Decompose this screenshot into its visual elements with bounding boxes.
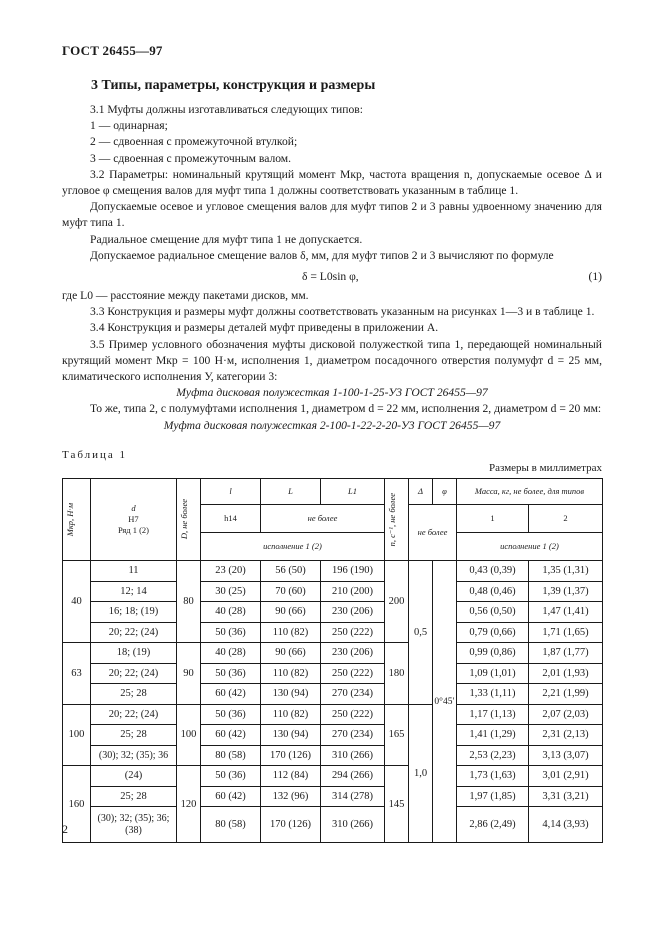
cell-L: 130 (94) xyxy=(261,684,321,705)
paragraph: 3.2 Параметры: номинальный крутящий момент Mкр, частота вращения n, допускаемые осевое Δ и угловое φ смещения валов для муфт типа 1 должны соответствовать указанным в таблице 1. xyxy=(62,167,602,198)
cell-l: 80 (58) xyxy=(201,807,261,843)
cell-L: 110 (82) xyxy=(261,622,321,643)
table-caption: Таблица 1 xyxy=(62,449,128,461)
page-number: 2 xyxy=(62,822,68,836)
cell-L: 110 (82) xyxy=(261,663,321,684)
cell-n: 165 xyxy=(385,704,409,766)
table-row xyxy=(63,704,603,725)
table-row xyxy=(63,807,603,843)
cell-mass-2: 1,35 (1,31) xyxy=(529,561,603,582)
table-row xyxy=(63,725,603,746)
table-row xyxy=(63,581,603,602)
paragraph: Радиальное смещение для муфт типа 1 не допускается. xyxy=(90,232,363,246)
cell-mass-2: 3,31 (3,21) xyxy=(529,786,603,807)
cell-mass-2: 2,21 (1,99) xyxy=(529,684,603,705)
cell-mass-2: 1,47 (1,41) xyxy=(529,602,603,623)
table-row xyxy=(63,663,603,684)
cell-d: 25; 28 xyxy=(91,786,177,807)
cell-d: (30); 32; (35); 36 xyxy=(91,745,177,766)
designation-example: Муфта дисковая полужесткая 2-100-1-22-2-20-У3 ГОСТ 26455—97 xyxy=(163,418,501,432)
paragraph: Допускаемое радиальное смещение валов δ, мм, для муфт типов 2 и 3 вычисляют по формуле xyxy=(90,248,554,262)
cell-L: 132 (96) xyxy=(261,786,321,807)
header-type-1: 1 xyxy=(457,505,529,533)
cell-mass-2: 2,01 (1,93) xyxy=(529,663,603,684)
header-mkr: Mкр, Н·м xyxy=(63,479,91,561)
cell-mass-1: 0,43 (0,39) xyxy=(457,561,529,582)
cell-L: 56 (50) xyxy=(261,561,321,582)
cell-l: 40 (28) xyxy=(201,643,261,664)
paragraph: 2 — сдвоенная с промежуточной втулкой; xyxy=(90,135,298,149)
cell-L: 170 (126) xyxy=(261,807,321,843)
cell-L: 70 (60) xyxy=(261,581,321,602)
cell-delta: 0,5 xyxy=(409,561,433,705)
table-row xyxy=(63,602,603,623)
cell-L1: 270 (234) xyxy=(321,725,385,746)
cell-phi: 0°45′ xyxy=(433,561,457,843)
header-L1: L1 xyxy=(321,479,385,505)
header-ispolnenie-2: исполнение 1 (2) xyxy=(457,533,603,561)
cell-delta: 1,0 xyxy=(409,704,433,843)
paragraph: 3.1 Муфты должны изготавливаться следующих типов: xyxy=(90,103,363,116)
table-units: Размеры в миллиметрах xyxy=(489,462,602,474)
cell-d: 11 xyxy=(91,561,177,582)
cell-mass-2: 2,07 (2,03) xyxy=(529,704,603,725)
table-row xyxy=(63,684,603,705)
cell-L1: 250 (222) xyxy=(321,622,385,643)
cell-mass-1: 1,33 (1,11) xyxy=(457,684,529,705)
cell-mass-1: 0,79 (0,66) xyxy=(457,622,529,643)
paragraph: 3.4 Конструкция и размеры деталей муфт приведены в приложении А. xyxy=(90,321,439,335)
header-mass: Масса, кг, не более, для типов xyxy=(457,479,603,505)
cell-L1: 230 (206) xyxy=(321,602,385,623)
section-title: 3 Типы, параметры, конструкция и размеры xyxy=(91,78,376,93)
cell-mass-1: 1,17 (1,13) xyxy=(457,704,529,725)
paragraph: 3.5 Пример условного обозначения муфты дисковой полужесткой типа 1, передающей номинальный крутящий момент Mкр = 100 Н·м, исполнения 1, диаметром посадочного отверстия полумуфт d = 25 мм, климатического исполнения У, категории 3: xyxy=(62,337,602,384)
paragraph: 3 — сдвоенная с промежуточным валом. xyxy=(90,151,292,165)
cell-mass-2: 4,14 (3,93) xyxy=(529,807,603,843)
header-type-2: 2 xyxy=(529,505,603,533)
cell-mass-1: 0,99 (0,86) xyxy=(457,643,529,664)
cell-mass-1: 1,41 (1,29) xyxy=(457,725,529,746)
cell-L1: 294 (266) xyxy=(321,766,385,787)
cell-n: 180 xyxy=(385,643,409,705)
document-header: ГОСТ 26455—97 xyxy=(62,43,163,58)
cell-mass-1: 0,48 (0,46) xyxy=(457,581,529,602)
cell-l: 60 (42) xyxy=(201,725,261,746)
cell-mkr: 160 xyxy=(63,766,91,843)
cell-mass-1: 2,53 (2,23) xyxy=(457,745,529,766)
cell-L: 90 (66) xyxy=(261,602,321,623)
cell-d: 12; 14 xyxy=(91,581,177,602)
cell-d: 20; 22; (24) xyxy=(91,704,177,725)
cell-l: 50 (36) xyxy=(201,663,261,684)
paragraph: Допускаемые осевое и угловое смещения валов для муфт типов 2 и 3 равны удвоенному значению для муфт типа 1. xyxy=(62,200,602,230)
header-l-tol: h14 xyxy=(201,505,261,533)
cell-L: 110 (82) xyxy=(261,704,321,725)
cell-mkr: 63 xyxy=(63,643,91,705)
header-phi: φ xyxy=(433,479,457,505)
cell-L1: 230 (206) xyxy=(321,643,385,664)
body-text xyxy=(62,102,602,434)
formula: δ = L0sin φ, xyxy=(302,270,359,284)
header-ne-bolee: не более xyxy=(261,505,385,533)
cell-mkr: 100 xyxy=(63,704,91,766)
cell-mass-1: 1,09 (1,01) xyxy=(457,663,529,684)
cell-d: 20; 22; (24) xyxy=(91,622,177,643)
cell-mass-2: 1,87 (1,77) xyxy=(529,643,603,664)
cell-d: 16; 18; (19) xyxy=(91,602,177,623)
cell-L1: 250 (222) xyxy=(321,704,385,725)
cell-l: 23 (20) xyxy=(201,561,261,582)
cell-D: 120 xyxy=(177,766,201,843)
cell-L1: 314 (278) xyxy=(321,786,385,807)
cell-d: 25; 28 xyxy=(91,684,177,705)
cell-d: 18; (19) xyxy=(91,643,177,664)
cell-l: 50 (36) xyxy=(201,704,261,725)
formula-line xyxy=(62,266,602,288)
header-ispolnenie: исполнение 1 (2) xyxy=(201,533,385,561)
cell-d: (30); 32; (35); 36; (38) xyxy=(91,807,177,843)
cell-l: 50 (36) xyxy=(201,766,261,787)
cell-L1: 310 (266) xyxy=(321,745,385,766)
paragraph: То же, типа 2, с полумуфтами исполнения 1, диаметром d = 22 мм, исполнения 2, диаметром d = 20 мм: xyxy=(90,402,602,416)
cell-L: 170 (126) xyxy=(261,745,321,766)
cell-l: 60 (42) xyxy=(201,684,261,705)
header-delta: Δ xyxy=(409,479,433,505)
header-ne-bolee-2: не более xyxy=(409,505,457,561)
cell-l: 40 (28) xyxy=(201,602,261,623)
cell-mass-2: 3,01 (2,91) xyxy=(529,766,603,787)
paragraph: 3.3 Конструкция и размеры муфт должны соответствовать указанным на рисунках 1—3 и в таблице 1. xyxy=(90,305,595,319)
cell-L1: 270 (234) xyxy=(321,684,385,705)
cell-L1: 250 (222) xyxy=(321,663,385,684)
cell-mass-2: 1,71 (1,65) xyxy=(529,622,603,643)
cell-L: 112 (84) xyxy=(261,766,321,787)
header-d: d H7 Ряд 1 (2) xyxy=(91,479,177,561)
cell-L: 130 (94) xyxy=(261,725,321,746)
cell-mkr: 40 xyxy=(63,561,91,643)
cell-mass-1: 0,56 (0,50) xyxy=(457,602,529,623)
designation-example: Муфта дисковая полужесткая 1-100-1-25-У3 ГОСТ 26455—97 xyxy=(176,386,488,400)
cell-L: 90 (66) xyxy=(261,643,321,664)
cell-l: 30 (25) xyxy=(201,581,261,602)
cell-d: 20; 22; (24) xyxy=(91,663,177,684)
cell-l: 50 (36) xyxy=(201,622,261,643)
cell-d: 25; 28 xyxy=(91,725,177,746)
paragraph: где L0 — расстояние между пакетами дисков, мм. xyxy=(62,289,309,303)
header-D: D, не более xyxy=(177,479,201,561)
cell-n: 145 xyxy=(385,766,409,843)
cell-n: 200 xyxy=(385,561,409,643)
cell-mass-2: 2,31 (2,13) xyxy=(529,725,603,746)
cell-D: 90 xyxy=(177,643,201,705)
parameters-table xyxy=(62,478,603,843)
cell-L1: 210 (200) xyxy=(321,581,385,602)
paragraph: 1 — одинарная; xyxy=(90,119,168,133)
table-row xyxy=(63,786,603,807)
cell-d: (24) xyxy=(91,766,177,787)
cell-l: 80 (58) xyxy=(201,745,261,766)
formula-number: (1) xyxy=(588,270,602,284)
cell-L1: 310 (266) xyxy=(321,807,385,843)
cell-L1: 196 (190) xyxy=(321,561,385,582)
header-l: l xyxy=(201,479,261,505)
cell-mass-2: 3,13 (3,07) xyxy=(529,745,603,766)
cell-D: 80 xyxy=(177,561,201,643)
table-row xyxy=(63,643,603,664)
header-n: n, с⁻¹, не более xyxy=(385,479,409,561)
cell-l: 60 (42) xyxy=(201,786,261,807)
cell-mass-1: 1,97 (1,85) xyxy=(457,786,529,807)
table-row xyxy=(63,766,603,787)
cell-mass-2: 1,39 (1,37) xyxy=(529,581,603,602)
table-row xyxy=(63,561,603,582)
cell-mass-1: 2,86 (2,49) xyxy=(457,807,529,843)
cell-D: 100 xyxy=(177,704,201,766)
table-row xyxy=(63,745,603,766)
table-row xyxy=(63,622,603,643)
header-L: L xyxy=(261,479,321,505)
cell-mass-1: 1,73 (1,63) xyxy=(457,766,529,787)
